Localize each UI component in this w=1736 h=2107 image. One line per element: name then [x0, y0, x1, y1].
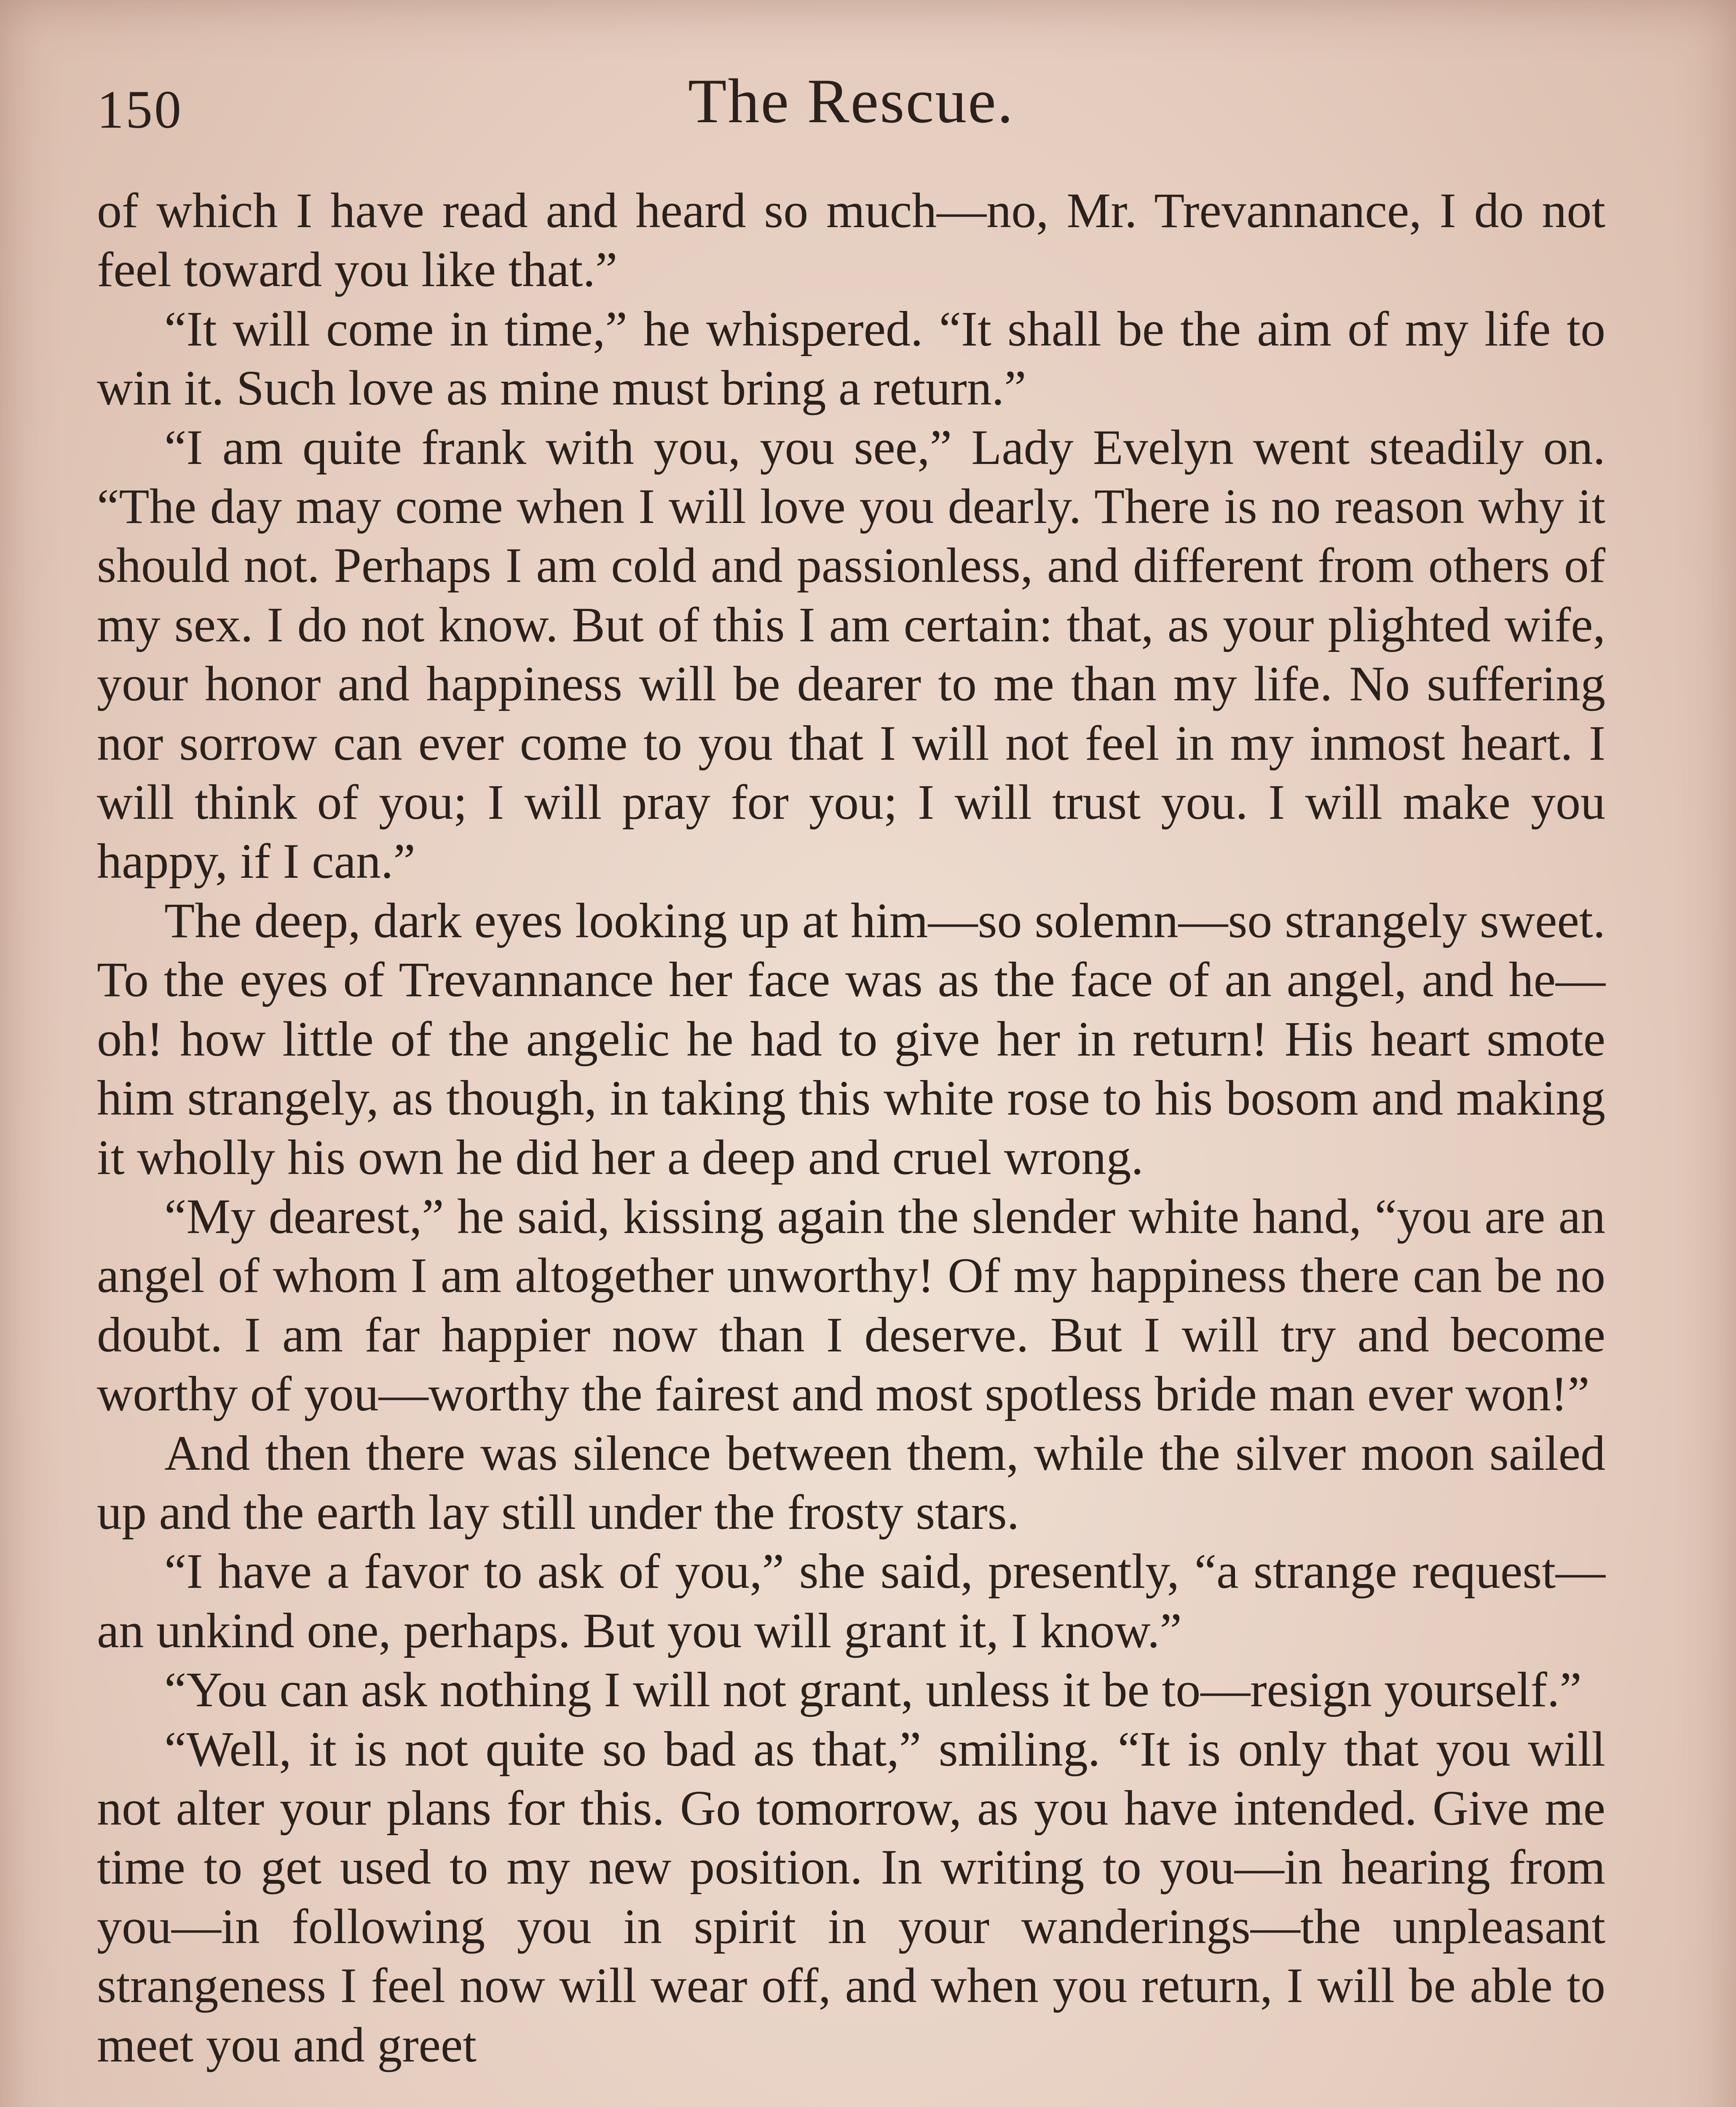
- paragraph: “I have a favor to ask of you,” she said, presently, “a strange request—an unkind one, perhaps. But you will grant it, I know.”: [97, 1544, 1605, 1658]
- page-number: 150: [97, 80, 183, 139]
- paragraph: “You can ask nothing I will not grant, unless it be to—resign yourself.”: [164, 1662, 1582, 1718]
- paragraph: “My dearest,” he said, kissing again the slender white hand, “you are an angel of whom I am altogether unworthy! Of my happiness there can be no doubt. I am far happier now than I deserve. But I will try and become worthy of you—worthy the fairest and most spotless bride man ever won!”: [97, 1188, 1605, 1422]
- paragraph: The deep, dark eyes looking up at him—so solemn—so strangely sweet. To the eyes of Trevannance her face was as the face of an angel, and he—oh! how little of the angelic he had to give her in return! His heart smote him strangely, as though, in taking this white rose to his bosom and making it wholly his own he did her a deep and cruel wrong.: [97, 893, 1605, 1185]
- paragraph: “Well, it is not quite so bad as that,” smiling. “It is only that you will not alter your plans for this. Go tomorrow, as you have intended. Give me time to get used to my new position. In writing to you—in hearing from you—in following you in spirit in your wanderings—the unpleasant strangeness I feel now will wear off, and when you return, I will be able to meet you and greet: [97, 1721, 1605, 2072]
- paragraph: “I am quite frank with you, you see,” Lady Evelyn went steadily on. “The day may come when I will love you dearly. There is no reason why it should not. Perhaps I am cold and passionless, and different from others of my sex. I do not know. But of this I am certain: that, as your plighted wife, your honor and happiness will be dearer to me than my life. No suffering nor sorrow can ever come to you that I will not feel in my inmost heart. I will think of you; I will pray for you; I will trust you. I will make you happy, if I can.”: [97, 419, 1605, 889]
- running-title: The Rescue.: [688, 66, 1015, 136]
- paragraph: And then there was silence between them, while the silver moon sailed up and the earth lay still under the frosty stars.: [97, 1425, 1605, 1540]
- paragraph: of which I have read and heard so much—no, Mr. Trevannance, I do not feel toward you like that.”: [97, 183, 1605, 298]
- body-text: [97, 181, 1605, 2075]
- running-head: [97, 63, 1605, 147]
- paragraph: “It will come in time,” he whispered. “It shall be the aim of my life to win it. Such love as mine must bring a return.”: [97, 301, 1605, 416]
